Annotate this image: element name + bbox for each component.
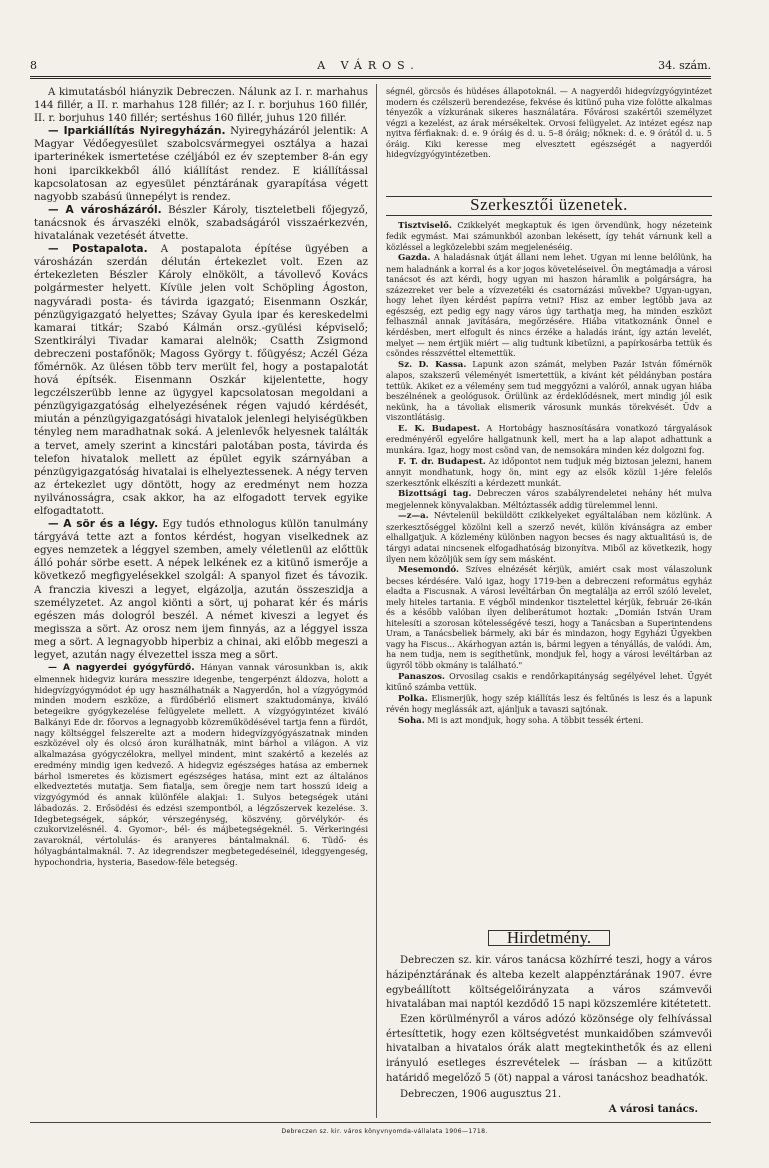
announcement-body: Debreczen sz. kir. város tanácsa közhírré teszi, hogy a város házipénztárának és alteba kezelt alappénztárának 1907. évre egybeállított költségelőirányzata a város számvevői hivatalában mai naptól kezdődő 15 napi közszemlére kitétetett. Ezen körülményről a város adózó közönsége oly felhívással értesíttetik, hogy ezen költségvetést munkaidőben számvevői hivatalban a hivatalos órák alatt megtekinthetők és az elleni irányuló esetleges észrevételek — írásban — a kitűzött határidő megelőző 5 (öt) nappal a városi tanácshoz beadhatók. Debreczen, 1906 augusztus 21. A városi tanács.	[386, 954, 712, 1164]
newspaper-title: A VÁROS.	[317, 58, 420, 72]
notice-item: Sz. D. Kassa. Lapunk azon számát, melyben Pazár István főmérnök alapos, szakszerű véleményét ismertettük, a kívánt két példányban postára tettük. Akiket ez a vélemény sem tud meggyőzni a valóról, annak ugyan hiába beszélnének a geológusok. Örülünk az érdeklődésnek, mert mindig jól esik nekünk, ha a távoliak elismerik városunk munkás törekvését. Üdv a viszontlátásig.	[386, 358, 712, 423]
header-rule	[30, 76, 711, 79]
announcement-signature: A városi tanács.	[608, 1104, 698, 1116]
article-gyogyfurdo: — A nagyerdei gyógyfürdő. Hányan vannak városunkban is, akik elmennek hidegviz kurára messzire idegenbe, tengerpénzt áldozva, holott a hidegvízgyógymódot ép ugy használhatnák a Nagyerdőn, hol a vízgyógymód minden modern eszköze, a fürdőbérlő elismert szaktudománya, kiváló betegeikre gyógykezelése felügyelete mellett. A vízgyógyintézet kiváló Balkányi Ede dr. főorvos a legnagyobb közreműködésével tartja fenn a fürdőt, nagy költséggel felszerelte azt a modern hidegvízgyógyászatnak minden eszközével oly és olcsó áron kurálhatnák, mint bárhol a világon. A viz alkalmazása gyógyczélokra, mellyel mindent, mint szakértő a kezelés az eredmény mindig igen kedvező. A hidegviz egészséges hatása az embernek bárhol ismeretes és közismert egészséges hatása, mint ezt az általános elkedveztetés mutatja. Sem fiatalja, sem öregje nem tart hosszú ideig a vízgyógymód és annak különféle alakjai: 1. Sulyos betegségek utáni lábadozás. 2. Erősödési és edzési szempontból, a légzőszervek kezelése. 3. Idegbetegségek, sápkór, vérszegénység, köszvény, görvélykór- és czukorvizelésnél. 4. Gyomor-, bél- és májbetegségeknél. 5. Vérkeringési zavaroknál, vértolulás- és aranyeres bántalmaknál. 6. Tüdő- és hólyagbántalmaknál. 7. Az idegrendszer megbetegedéseinél, ideggyengeség, hypochondria, hysteria, Basedow-féle betegség.	[34, 662, 368, 867]
printer-imprint: Debreczen sz. kir. város könyvnyomda-vállalata 1906—1718.	[281, 1128, 488, 1135]
editorial-notices	[386, 220, 712, 920]
article-price-list: A kimutatásból hiányzik Debreczen. Nálunk az I. r. marhahus 144 fillér, a II. r. marhahus 128 fillér; az I. r. borjuhus 160 fillér, II. r. borjuhus 140 fillér; sertéshus 160 fillér, juhus 120 fillér.	[34, 87, 368, 125]
notice-item: —z—a. Névtelenül beküldött czikkelyeket egyáltalában nem közlünk. A szerkesztőséggel közölni kell a szerző nevét, külön kívánságra az ember elhallgatjuk. A közlemény különben nagyon becses és nagy aktualitású is, de tárgyi adatai nincsenek elfogadhatóság bizonyítva. Miből az következik, hogy ilyen nem közöljük sem így sem másként.	[386, 510, 712, 564]
page-number: 8	[30, 58, 37, 72]
notice-item: Soha. Mi is azt mondjuk, hogy soha. A többit tessék érteni.	[398, 714, 644, 726]
footer-rule	[30, 1122, 711, 1123]
editorial-heading: Szerkesztői üzenetek.	[386, 196, 712, 216]
notice-item: E. K. Budapest. A Hortobágy hasznosítására vonatkozó tárgyalások eredményéről egyelőre hallgatnunk kell, mert ha a lap alapot adhattunk a munkára. Igaz, hogy most csönd van, de nemsokára minden kéz dolgozni fog.	[386, 422, 712, 456]
notice-item: Bizottsági tag. Debreczen város szabályrendeletei nehány hét mulva megjelennek könyvalakban. Méltóztassék addig türelemmel lenni.	[386, 488, 712, 510]
notice-item: Gazda. A haladásnak útját állani nem lehet. Ugyan mi lenne belőlünk, ha nem haladnánk a korral és a kor jogos követeléseivel. Ön megtámadja a városi tanácsot és azt kérdi, hogy ugyan mi haszon háramlik a polgárságra, ha százezreket ver bele a vízvezetéki és csatornázási művekbe? Ugyan-ugyan, hogy lehet ilyen kérdést papírra vetni? Hisz az ember legtöbb java az egészség, ezt pedig egy nagy város úgy tarthatja meg, ha minden eszközt felhasznál annak javítására, megőrzésére. Hiába vitatkoznánk Önnel e kérdésben, mert elfogult és nincs érzéke a haladás iránt, így aztán levelét, melyet — nem értjük miért — alig tudtunk kibetűzni, a papírkosárba tettük és csöndes résszvéttel eltemettük.	[386, 252, 712, 359]
article-sor-legy: — A sör és a légy. Egy tudós ethnologus külön tanulmány tárgyává tette azt a fontos kérdést, hogyan viselkednek az egyes nemzetek a léggyel szemben, amely véletlenül az előttük álló pohár sörbe esett. A népek lelkének ez a kitünő ismerője a következő megfigyelésekkel szolgál: A spanyol fizet és távozik. A franczia kiveszi a legyet, elgázolja, azután összeszidja a személyzetet. Az angol kiönti a sört, uj poharat kér és máris egészen más dologról beszél. A német kiveszi a legyet és megissza a sört. Az orosz nem ijem finnyás, az a léggyel issza meg a sört. A legnagyobb hiperbiz a chinai, aki előbb megeszi a legyet, azután nagy élvezettel issza meg a sört.	[34, 518, 368, 662]
page-header	[26, 56, 711, 74]
article-postapalota: — Postapalota. A postapalota építése ügyében a városházán szerdán délután értekezlet volt. Ezen az értekezleten Bészler Károly elnökölt, a távollevő Kovács polgármester helyett. Kívüle jelen volt Schöpling Ágoston, nagyváradi posta- és távirda igazgató; Eisenmann Oszkár, pénzügyigazgató helyettes; Szávay Gyula ipar és kereskedelmi kamarai titkár; Szabó Kálmán orsz.-gyülési képviselő; Szentkirályi Tivadar kamarai alelnök; Csatth Zsigmond debreczeni postafőnök; Magoss György t. főügyész; Aczél Géza főmérnök. Az ülésen több terv merült fel, hogy a postapalotát hová építsék. Eisenmann Oszkár kijelentette, hogy legczélszerübb lenne az ügygyel kapcsolatosan megoldani a pénzügyigazgatóság elhelyezésének régen vajudó kérdését, miután a pénzügyigazgatósági hivatalok jelenlegi helyiségükben tényleg nem maradhatnak soká. A jelenlevők helyesnek találták a tervet, amely szerint a kincstári palotában posta, távirda és telefon hivatalok mellett az épület egyik szárnyában a pénzügyigazgatóság hivatalai is elhelyeztessenek. A négy terven az értekezlet ugy döntött, hogy az eredményt nem hozza nyilvánosságra, csak akkor, ha az elfogadott tervek egyike elfogadtatott.	[34, 243, 368, 517]
announcement-heading: Hirdetmény.	[386, 930, 712, 947]
right-column	[386, 86, 712, 1164]
article-headline: — A városházáról.	[48, 203, 162, 216]
notice-item: Polka. Elismerjük, hogy szép kiállítás lesz és feltűnés is lesz és a lapunk révén hogy meglássák azt, ajánljuk a tavaszi sajtónak.	[386, 692, 712, 715]
gyogyfurdo-continued: ségnél, görcsös és hüdéses állapotoknál. — A nagyerdői hidegvízgyógyintézet modern és czélszerü berendezése, fekvése és kitünő puha vize folötte alkalmas tényezők a vízkurának sikeres használatára. Fővárosi szakértői személyzet végzi a kezelést, az árak mérsékeltek. Orvosi felügyelet. Az intézet egész nap nyitva férfiaknak: d. e. 9 óráig és d. u. 5–8 óráig; nőknek: d. e. 9 órától d. u. 5 óráig. Kiki keresse meg elvesztett egészségét a nagyerdői hidegvízgyógyintézetben.	[386, 86, 712, 160]
article-iparkiallitas: — Iparkiállítás Nyiregyházán. Nyiregyházáról jelentik: A Magyar Védőegyesület szabolcsvármegyei osztálya a hazai iparterinékek ismertetése czéljából ez év szeptember 8-án egy honi iparcikkekből álló kiállítást rendez. E kiállítással kapcsolatosan az egyesület pénztárának gyarapítása végett nagyobb szabású ünnepélyt is rendez.	[34, 125, 368, 203]
left-column	[34, 86, 368, 1120]
notice-item: Panaszos. Orvosilag csakis e rendőrkapitányság segélyével lehet. Ügyét kitűnő számba vettük.	[386, 670, 712, 693]
article-headline: — A nagyerdei gyógyfürdő.	[48, 663, 195, 674]
announcement-date: Debreczen, 1906 augusztus 21.	[400, 1089, 562, 1101]
notice-item: Tisztviselő. Czikkelyét megkaptuk és igen örvendünk, hogy nézeteink fedik egymást. Mai számunkból azonban lekésett, így tehát várnunk kell a közléssel a legközelebbi szám megjelenéséig.	[386, 219, 712, 252]
article-varoshaza: — A városházáról. Bészler Károly, tiszteletbeli főjegyző, tanácsnok és árvaszéki elnök, szabadságáról visszaérkezvén, hivatalának vezetését átvette.	[34, 203, 368, 243]
article-headline: — Iparkiállítás Nyiregyházán.	[48, 125, 226, 138]
notice-item: F. T. dr. Budapest. Az időpontot nem tudjuk még biztosan jelezni, hanem annyit mondhatunk, hogy ön, mint egy az elsők közül 1-jére felelős szerkesztőnk elkészíti a kérdezett munkát.	[386, 455, 712, 488]
column-divider	[376, 84, 377, 1118]
article-headline: — A sör és a légy.	[48, 518, 159, 531]
notice-item: Mesemondó. Szíves elnézését kérjük, amiért csak most válaszolunk becses kérdésére. Való igaz, hogy 1719-ben a debreczeni református egyház eladta a Fiscusnak. A városi levéltárban Ön megtalálja az erről szóló levelet, mely hiteles tartania. E végből mindenkor tisztelettel kérjük, február 26-ikán és a később valóban ilyen deliberátumot hoztak: „Domián István Uram hitelesíti a szorosan kötelességévé teszi, hogy a Tanácsban a Superintendens Uram, a Tanácsbeliek bármely, aki bár és mindazon, hogy Egyházi Ügyekben vagy ha Fiscus... Akárhogyan aztán is, bármi legyen a tényállás, de valódi. Ám, ha nem tudja, nem is segíthetünk, mondjuk fel, hogy a városi levéltárban az ügyről több okmány is található."	[386, 564, 712, 670]
article-headline: — Postapalota.	[48, 243, 148, 256]
issue-number: 34. szám.	[658, 58, 711, 72]
